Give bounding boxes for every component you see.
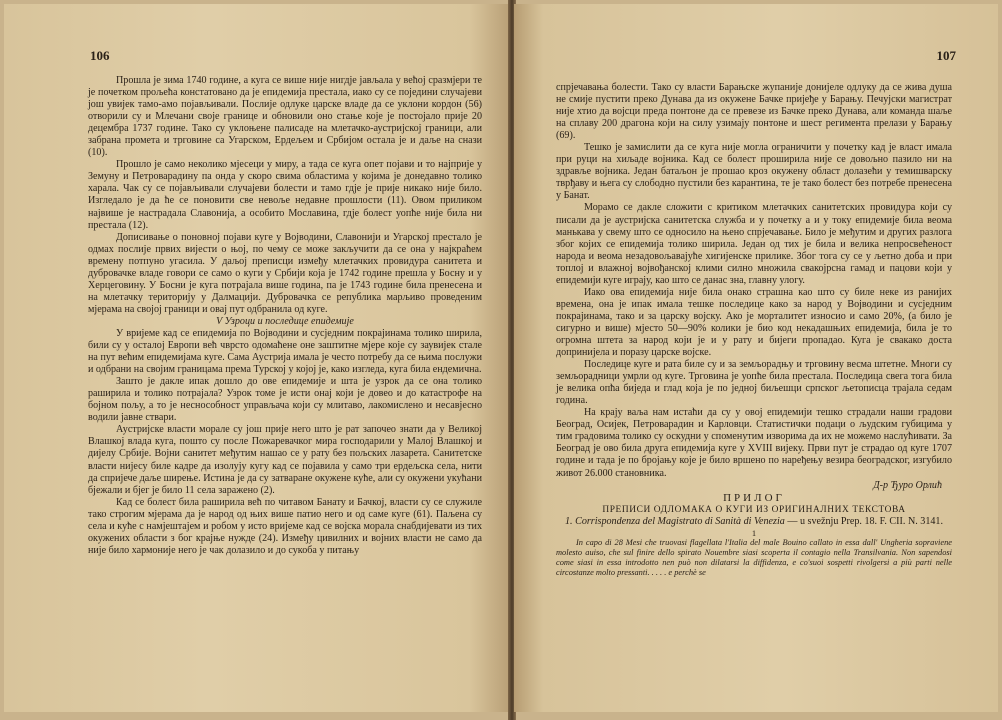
- page-number-right: 107: [936, 48, 956, 63]
- correspondence-reference: — u svežnju Prep. 18. F. CII. N. 3141.: [784, 515, 943, 527]
- left-page: [4, 4, 510, 712]
- paragraph: Прошло је само неколико мјесеци у миру, а тада се куга опет појави и то најприје у Земуну и Петроварадину па онда у скоро свима областима у којима је донедавно толико харала. Чак су се појављивали случајеви болести и тамо гдје је прије никако није било. Изгледало је да ће се поновити све невоље недавне прошлости (11). Овом приликом највише је настрадала Славонија, а особито Мославина, гдје болест уопће није била ни престала (12).: [88, 159, 482, 231]
- paragraph: спрјечавања болести. Тако су власти Барањске жупаније донијеле одлуку да се жива душа не смије пустити преко Дунава да из окужене Бачке пријеђе у Барању. Печујски магистрат није хтио да војсци преда понтоне да се превезе из Бачке преко Дунава, али команда шаље на сплаву 200 драгона који на силу узимају понтоне и шест регимента прелази у Барању (69).: [556, 82, 952, 142]
- right-page: [514, 4, 998, 712]
- correspondence-source: 1. Corrispondenza del Magistrato di Sanità di Venezia: [565, 515, 785, 527]
- paragraph: Прошла је зима 1740 године, а куга се више није нигдје јављала у већој сразмјери те је почетком прољећа констатовано да је епидемија престала, иако су се поједини случајеви још увијек тамо-амо појављивали. Послије одлуке царске владе да се уклони кордон (56) отворили су и Млечани своје границе и обновили оно стање које је постојало прије 20 децембра 1737 године. Тако су уклоњене палисаде на млетачко-аустријској граници, али забрана промета и трговине са Угарском, Ердељем и Србијом остала је и даље на снази (10).: [88, 75, 482, 159]
- item-number: 1: [751, 527, 757, 538]
- paragraph: Иако ова епидемија није била онако страшна као што су биле неке из ранијих времена, она је ипак имала тешке последице како за народ у Војводини и сусједним покрајинама, тако и за царску војску. Ако је морталитет износио и само 20%, (а било је сигурно и више) мјесто 50—90% колики је био код некадашњих епидемија, била је то огромна штета за народ који је и у рату и бијеги пропадао. Куга је свакако доста допринијела и поразу царске војске.: [556, 286, 952, 359]
- paragraph: Дописивање о поновној појави куге у Војводини, Славонији и Угарској престало је одмах послије првих вијести о њој, по чему се може закључити да се она у најкраћем времену потпуно угасила. У даљој преписци између млетачких провидура санитета и дубровачке владе говори се само о куги у Србији која је 1742 године прешла у Босну и у Херцеговину. У Босни је куга потрајала више година, па је 1743 године била пренесена и на млетачку територију у Далмацији. Дубровачка се република марљиво проведеним мјерама на својој граници и овај пут одбранила од куге.: [88, 231, 482, 315]
- italian-quotation: In capo di 28 Mesi che truovasi flagellata l'Italia del male Bouino callato in essa dall' Ungheria sopraviene molesto auiso, che sul finire dello spirato Nouembre siasi scoperta il contagio nella Transilvania. Non sapendosi come siasi in essa introdotto nen può non dilatarsi la diffidenza, e co'suoi sospetti rivolgersi a più parti nelle circostanze molto pressanti. . . . . e perchè se: [556, 537, 952, 578]
- paragraph: У вријеме кад се епидемија по Војводини и сусједним покрајинама толико ширила, били су у осталој Европи већ чврсто одомаћене оне заштитне мјере које су заувијек стале на пут већим епидемијама куге. Сама Аустрија имала је често потребу да се њима послужи и одбрани на својим границама према Турској у којој је, како изгледа, куга била ендемична.: [88, 327, 482, 376]
- right-page-text: [556, 82, 952, 579]
- appendix-title: ПРИЛОГ: [723, 491, 785, 504]
- paragraph: Морамо се дакле сложити с критиком млетачких санитетских провидура који су писали да је аустријска санитетска служба и у почетку а и у току епидемије била веома манькава у свему што се односило на њено спрјечавање. Било је међутим и других разлога због којих се епидемија толико ширила. Један од тих је била и велика непросвећеност народа и веома незадовољавајуће хигијенске прилике. Због тога су се у љетно доба и при топлој и влажној војвођанској клими силно множила свакојрсна гамад и пацови који у епидемији куге играју, као што се данас зна, главну улогу.: [556, 202, 952, 286]
- section-heading: V Узроци и последице епидемије: [216, 315, 354, 327]
- paragraph: Аустријске власти морале су још прије него што је рат започео знати да у Великој Влашкој влада куга, пошто су после Пожаревачког мира господарили у Малој Влашкој и дијелу Србије. Војни санитет међутим нашао се у рату без пољских лазарета. Санитетске власти нијесу биле кадре да изолују кугу кад се појавила у само три ердељска села, нити да спријече даље ширење. Истина је да су затваране окужене куће, али су окужени укућани бјежали и бјег је било 11 села заражено (2).: [88, 424, 482, 496]
- paragraph: На крају ваља нам истаћи да су у овој епидемији тешко страдали наши градови Београд, Осијек, Петроварадин и Карловци. Статистички подаци о људским губицима у тим градовима толико су оскудни у споменутим изворима да их не можемо наслућивати. За Београд је ово била друга епидемија куге у XVIII вијеку. Први пут је страдао од куге 1707 године и тада је по бројању које је било вршено по наређењу везира београдског, изгубило живот 26.000 становника.: [556, 407, 952, 479]
- paragraph: Кад се болест била раширила већ по читавом Банату и Бачкој, власти су се служиле тако строгим мјерама да је народ од њих више патио него и од саме куге (61). Паљена су села и куће с намјештајем и робом у исто вријеме кад се војска морала снабдијевати из тих окужених области з бог крајње нужде (24). Између цивилних и војних власти не само да није било хармоније него је чак долазило и до сукоба у питању: [88, 496, 482, 556]
- left-page-text: [88, 75, 482, 557]
- author-signature: Д-р Ђуро Орлић: [873, 479, 942, 491]
- paragraph: Тешко је замислити да се куга није могла ограничити у почетку кад је власт имала при руци на хиљаде војника. Кад се болест проширила није се довољно пазило ни на здравље војника. Један батаљон је прошао кроз окужену област долазећи у темишварску тврђаву и њега су слободно пустили без карантина, те је тако болест без потребе пренесена у Банат.: [556, 142, 952, 202]
- appendix-subtitle: ПРЕПИСИ ОДЛОМАКА О КУГИ ИЗ ОРИГИНАЛНИХ ТЕКСТОВА: [602, 504, 906, 515]
- paragraph: Зашто је дакле ипак дошло до ове епидемије и шта је узрок да се она толико раширила и толико потрајала? Узрок томе је исти онај који је довео и до катастрофе на бојном пољу, а то је неснособност управљача који су млитаво, лакомислено и несавјесно водили јавне ствари.: [88, 376, 482, 424]
- paragraph: Последице куге и рата биле су и за земљорадњу и трговину весма штетне. Многи су земљорадници умрли од куге. Трговина је уопће била престала. Последица свега тога била је велика опћа биједа и глад која је по једној биљешци српског љетописца трајала седам година.: [556, 359, 952, 407]
- correspondence-heading: [556, 516, 952, 528]
- page-number-left: 106: [90, 48, 110, 63]
